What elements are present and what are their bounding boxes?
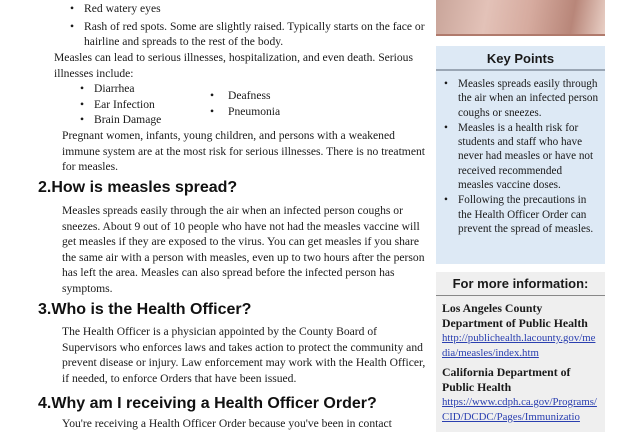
org-name: Los Angeles County Department of Public Health <box>442 301 588 330</box>
section-heading: 3.Who is the Health Officer? <box>38 301 252 318</box>
list-item: • Deafness <box>208 88 348 104</box>
measles-rash-photo <box>436 0 605 36</box>
list-item: • Following the precautions in the Health Officer Order can prevent the spread of measles. <box>442 193 599 236</box>
section-text: You're receiving a Health Officer Order because you've been in contact <box>62 417 392 430</box>
org-link[interactable]: https://www.cdph.ca.gov/Programs/CID/DCDC/Pages/Immunizatio <box>442 396 597 423</box>
list-item: • Rash of red spots. Some are slightly raised. Typically starts on the face or hairline and spreads to the rest of the body. <box>68 19 428 50</box>
list-item: • Measles is a health risk for students and staff who have never had measles or have not received recommended measles vaccine doses. <box>442 121 599 192</box>
list-item: • Pneumonia <box>208 104 348 120</box>
risk-text: Pregnant women, infants, young children, and persons with a weakened immune system are at the most risk for serious illnesses. There is no treatment for measles. <box>62 129 425 173</box>
list-item: • Ear Infection <box>78 97 218 113</box>
list-item: • Measles spreads easily through the air when an infected person coughs or sneezes. <box>442 77 599 120</box>
section-text: The Health Officer is a physician appointed by the County Board of Supervisors who enforces laws and takes action to protect the community and prevent disease or injury. Law enforcement may work with the Health Officer, if needed, to enforce Orders that have been issued. <box>62 325 426 385</box>
list-item: • Diarrhea <box>78 81 218 97</box>
key-points-box <box>436 46 605 264</box>
complications-intro: Measles can lead to serious illnesses, hospitalization, and even death. Serious illnesses include: <box>54 51 413 80</box>
illness-list-left <box>78 81 218 128</box>
section-text: Measles spreads easily through the air when an infected person coughs or sneezes. About 9 out of 10 people who have not had the measles vaccine will get measles if they are exposed to the virus. You can get measles if you share the same air with a person with measles, even up to two hours after the person has left the area. Measles can also spread before the infected person has symptoms. <box>62 204 425 295</box>
list-item: • Brain Damage <box>78 112 218 128</box>
list-item: • Red watery eyes <box>68 1 428 17</box>
symptom-list <box>68 1 428 50</box>
more-info-title: For more information: <box>436 272 605 296</box>
org-link[interactable]: http://publichealth.lacounty.gov/media/measles/index.htm <box>442 332 596 359</box>
key-points-title: Key Points <box>436 46 605 71</box>
org-name: California Department of Public Health <box>442 365 571 394</box>
illness-list-right <box>208 88 348 119</box>
more-info-box <box>436 272 605 432</box>
section-heading: 4.Why am I receiving a Health Officer Order? <box>38 395 377 412</box>
section-heading: 2.How is measles spread? <box>38 179 238 196</box>
